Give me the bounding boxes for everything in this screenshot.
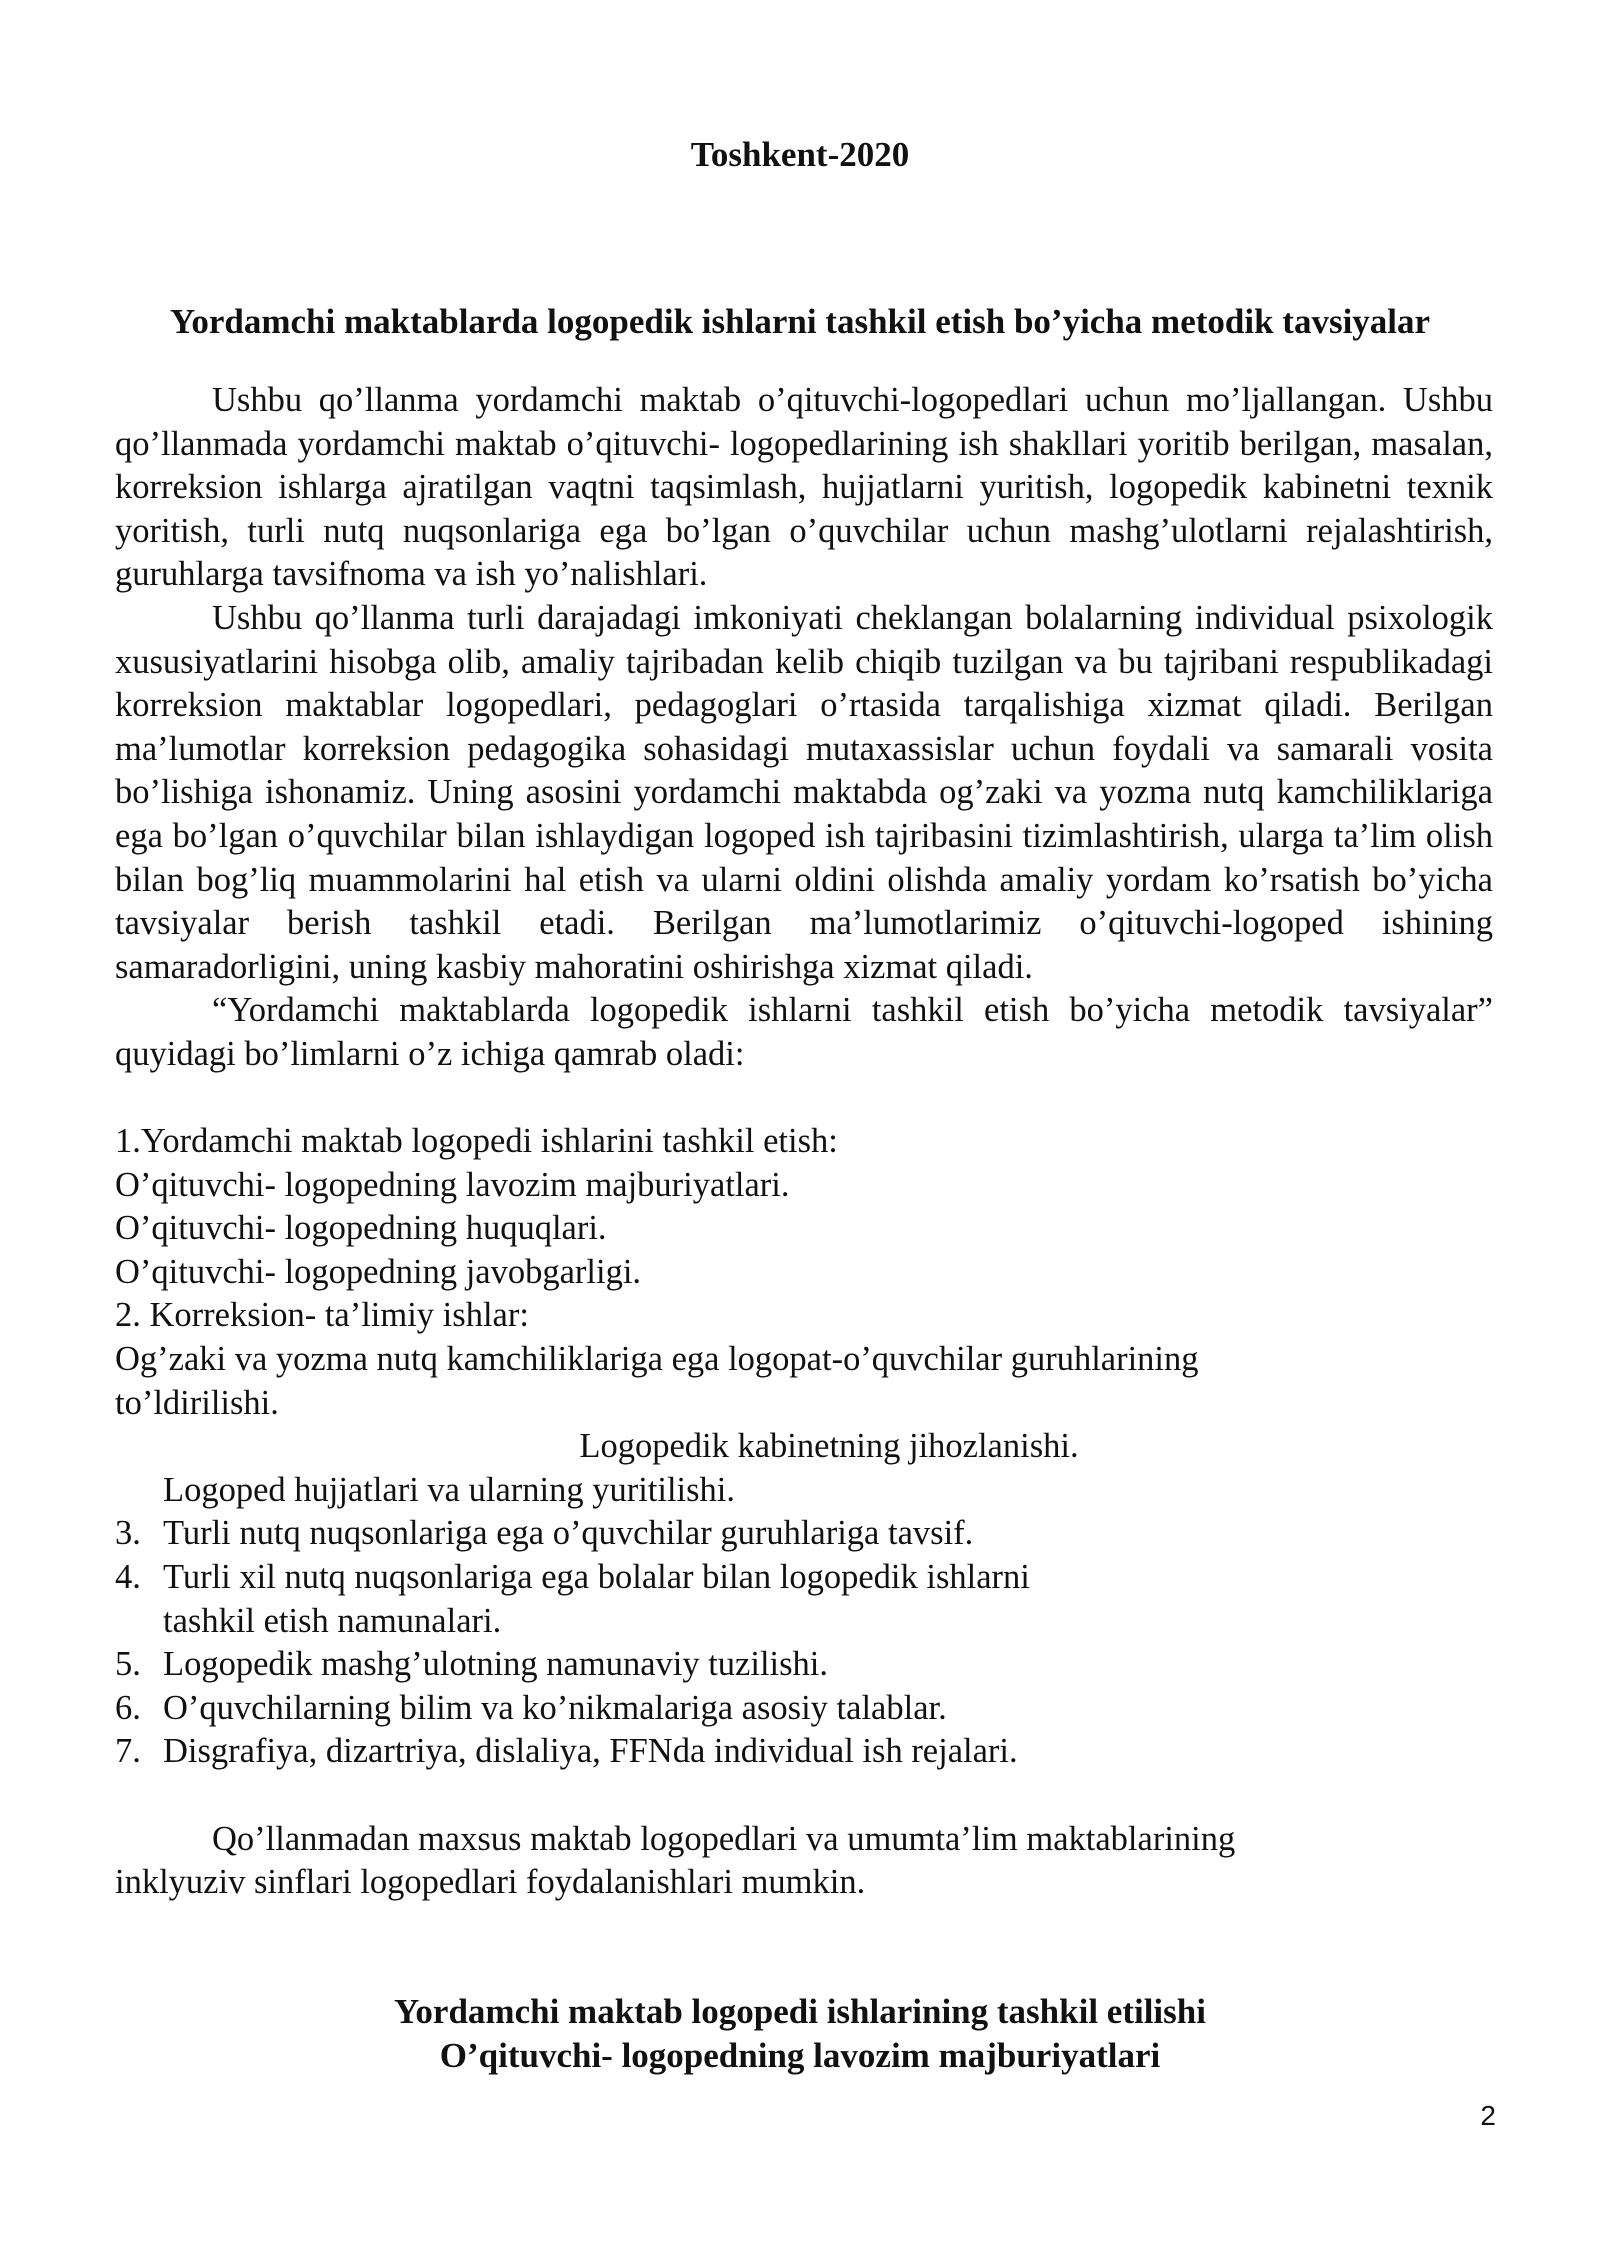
contents-subitem-centered: Logopedik kabinetning jihozlanishi. bbox=[579, 1427, 1079, 1466]
item-number: 6. bbox=[115, 1688, 141, 1727]
item-text: O’quvchilarning bilim va ko’nikmalariga asosiy talablar. bbox=[163, 1688, 947, 1727]
spacer bbox=[115, 1077, 1493, 1121]
spacer bbox=[115, 1774, 1493, 1818]
intro-paragraph-1: Ushbu qo’llanma yordamchi maktab o’qituvchi-logopedlari uchun mo’ljallangan. Ushbu qo’llanmada yordamchi maktab o’qituvchi- logopedlarining ish shakllari yoritib berilgan, masalan, korreksion ishlarga ajratilgan vaqtni taqsimlash, hujjatlarni yuritish, logopedik kabinetni texnik yoritish, turli nutq nuqsonlariga ega bo’lgan o’quvchilar uchun mashg’ulotlarni rejalashtirish, guruhlarga tavsifnoma va ish yo’nalishlari. bbox=[115, 381, 1493, 594]
contents-subitem: O’qituvchi- logopedning lavozim majburiyatlari. bbox=[115, 1165, 790, 1204]
contents-numbered-item bbox=[115, 1556, 1493, 1600]
item-number: 4. bbox=[115, 1558, 141, 1597]
item-text-continuation: tashkil etish namunalari. bbox=[163, 1601, 502, 1640]
item-text: Disgrafiya, dizartriya, dislaliya, FFNda individual ish rejalari. bbox=[163, 1732, 1018, 1771]
contents-subitem: Logoped hujjatlari va ularning yuritilishi. bbox=[163, 1470, 736, 1509]
section-heading bbox=[0, 1990, 1600, 2078]
contents-item-1: 1.Yordamchi maktab logopedi ishlarini tashkil etish: bbox=[115, 1122, 838, 1161]
section-heading-line-1: Yordamchi maktab logopedi ishlarining tashkil etilishi bbox=[394, 1992, 1206, 2031]
contents-list bbox=[115, 1120, 1493, 1774]
page-number: 2 bbox=[1480, 2100, 1496, 2131]
contents-subitem: Og’zaki va yozma nutq kamchiliklariga ega logopat-o’quvchilar guruhlarining bbox=[115, 1340, 1199, 1379]
contents-numbered-item bbox=[115, 1512, 1493, 1556]
item-text: Turli xil nutq nuqsonlariga ega bolalar bilan logopedik ishlarni bbox=[163, 1558, 1030, 1597]
document-body bbox=[115, 379, 1493, 1905]
contents-item-2: 2. Korreksion- ta’limiy ishlar: bbox=[115, 1296, 529, 1335]
city-year-header: Toshkent-2020 bbox=[690, 135, 910, 174]
item-number: 5. bbox=[115, 1645, 141, 1684]
closing-line-2: inklyuziv sinflari logopedlari foydalanishlari mumkin. bbox=[115, 1863, 866, 1902]
section-heading-line-2: O’qituvchi- logopedning lavozim majburiyatlari bbox=[439, 2036, 1161, 2075]
intro-paragraph-3: “Yordamchi maktablarda logopedik ishlarni tashkil etish bo’yicha metodik tavsiyalar” quyidagi bo’limlarni o’z ichiga qamrab oladi: bbox=[115, 991, 1493, 1073]
contents-subitem-continuation: to’ldirilishi. bbox=[115, 1383, 279, 1422]
item-text: Logopedik mashg’ulotning namunaviy tuzilishi. bbox=[163, 1645, 829, 1684]
intro-paragraph-2: Ushbu qo’llanma turli darajadagi imkoniyati cheklangan bolalarning individual psixologik xususiyatlarini hisobga olib, amaliy tajribadan kelib chiqib tuzilgan va bu tajribani respublikadagi korreksion maktablar logopedlari, pedagoglari o’rtasida tarqalishiga xizmat qiladi. Berilgan ma’lumotlar korreksion pedagogika sohasidagi mutaxassislar uchun foydali va samarali vosita bo’lishiga ishonamiz. Uning asosini yordamchi maktabda og’zaki va yozma nutq kamchiliklariga ega bo’lgan o’quvchilar bilan ishlaydigan logoped ish tajribasini tizimlashtirish, ularga ta’lim olish bilan bog’liq muammolarini hal etish va ularni oldini olishda amaliy yordam ko’rsatish bo’yicha tavsiyalar berish tashkil etadi. Berilgan ma’lumotlarimiz o’qituvchi-logoped ishining samaradorligini, uning kasbiy mahoratini oshirishga xizmat qiladi. bbox=[115, 598, 1493, 986]
contents-numbered-item bbox=[115, 1730, 1493, 1774]
item-number: 3. bbox=[115, 1514, 141, 1553]
item-text: Turli nutq nuqsonlariga ega o’quvchilar guruhlariga tavsif. bbox=[163, 1514, 974, 1553]
closing-line-1: Qo’llanmadan maxsus maktab logopedlari va umumta’lim maktablarining bbox=[212, 1819, 1236, 1858]
document-title: Yordamchi maktablarda logopedik ishlarni tashkil etish bo’yicha metodik tavsiyalar bbox=[169, 302, 1431, 341]
contents-subitem: O’qituvchi- logopedning huquqlari. bbox=[115, 1209, 607, 1248]
contents-subitem: O’qituvchi- logopedning javobgarligi. bbox=[115, 1252, 642, 1291]
contents-numbered-item bbox=[115, 1643, 1493, 1687]
contents-numbered-item bbox=[115, 1687, 1493, 1731]
item-number: 7. bbox=[115, 1732, 141, 1771]
